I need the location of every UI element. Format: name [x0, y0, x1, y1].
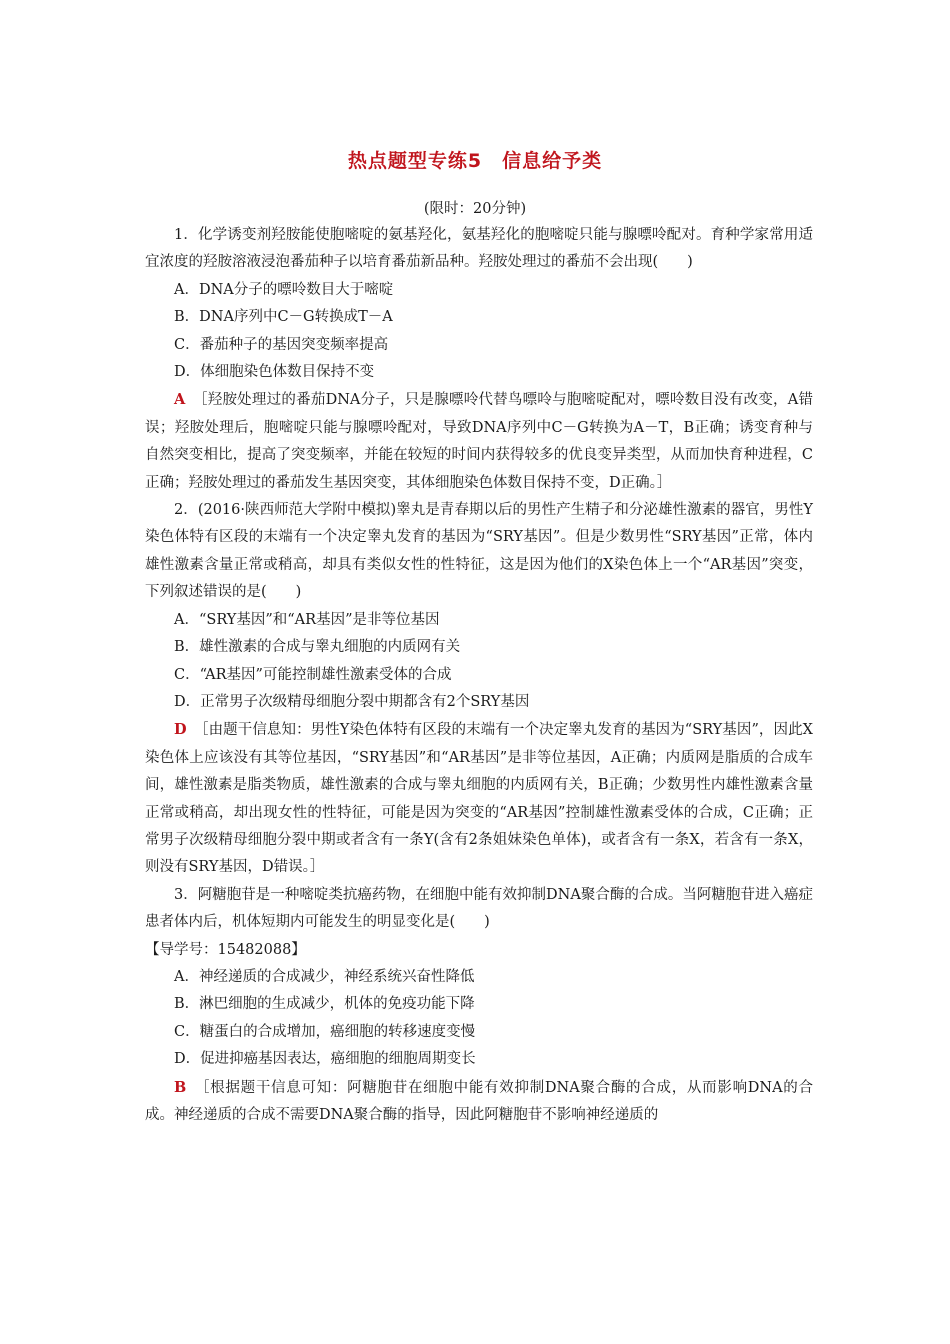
question-3-answer: B — [174, 1078, 187, 1096]
question-3-stem: 3．阿糖胞苷是一种嘧啶类抗癌药物，在细胞中能有效抑制DNA聚合酶的合成。当阿糖胞苷进入癌症患者体内后，机体短期内可能发生的明显变化是( ) — [145, 886, 813, 931]
question-3-option-c: C．糖蛋白的合成增加，癌细胞的转移速度变慢 — [174, 1023, 476, 1040]
question-1-option-d: D．体细胞染色体数目保持不变 — [174, 364, 375, 381]
question-3-explanation: ［根据题干信息可知：阿糖胞苷在细胞中能有效抑制DNA聚合酶的合成，从而影响DNA的合成。神经递质的合成不需要DNA聚合酶的指导，因此阿糖胞苷不影响神经递质的 — [145, 1079, 813, 1123]
question-1-explanation: ［羟胺处理过的番茄DNA分子，只是腺嘌呤代替鸟嘌呤与胞嘧啶配对，嘌呤数目没有改变，A错误；羟胺处理后，胞嘧啶只能与腺嘌呤配对，导致DNA序列中C－G转换为A－T，B正确；诱变育种与自然突变相比，提高了突变频率，并能在较短的时间内获得较多的优良变异类型，从而加快育种进程，C正确；羟胺处理过的番茄发生基因突变，其体细胞染色体数目保持不变，D正确。］ — [145, 392, 813, 491]
question-3-analysis — [145, 1074, 813, 1130]
question-2-option-c: C．“AR基因”可能控制雄性激素受体的合成 — [174, 666, 452, 683]
content-body — [145, 222, 813, 1129]
time-limit: (限时：20分钟) — [423, 201, 527, 217]
question-1-analysis — [145, 386, 813, 497]
question-1-option-b: B．DNA序列中C－G转换成T－A — [174, 309, 393, 326]
question-3-reference: 【导学号：15482088】 — [145, 941, 306, 958]
question-2-option-a: A．“SRY基因”和“AR基因”是非等位基因 — [174, 611, 440, 628]
question-1-option-c: C．番茄种子的基因突变频率提高 — [174, 336, 389, 353]
question-3-option-d: D．促进抑癌基因表达，癌细胞的细胞周期变长 — [174, 1051, 476, 1068]
question-1-answer: A — [174, 391, 186, 409]
question-3-option-a: A．神经递质的合成减少，神经系统兴奋性降低 — [174, 968, 475, 985]
page-title: 热点题型专练5 信息给予类 — [347, 150, 603, 172]
question-2-answer: D — [174, 721, 187, 739]
question-1-option-a: A．DNA分子的嘌呤数目大于嘧啶 — [174, 281, 394, 298]
question-2-option-b: B．雄性激素的合成与睾丸细胞的内质网有关 — [174, 639, 461, 656]
question-3-option-b: B．淋巴细胞的生成减少，机体的免疫功能下降 — [174, 996, 475, 1013]
question-2-stem: 2．(2016·陕西师范大学附中模拟)睾丸是青春期以后的男性产生精子和分泌雄性激素的器官，男性Y染色体特有区段的末端有一个决定睾丸发育的基因为“SRY基因”。但是少数男性“SRY基因”正常，体内雄性激素含量正常或稍高，却具有类似女性的性特征，这是因为他们的X染色体上一个“AR基因”突变，下列叙述错误的是( ) — [145, 502, 813, 601]
question-2-option-d: D．正常男子次级精母细胞分裂中期都含有2个SRY基因 — [174, 693, 530, 710]
question-2-explanation: ［由题干信息知：男性Y染色体特有区段的末端有一个决定睾丸发育的基因为“SRY基因”，因此X染色体上应该没有其等位基因，“SRY基因”和“AR基因”是非等位基因，A正确；内质网是脂质的合成车间，雄性激素是脂类物质，雄性激素的合成与睾丸细胞的内质网有关，B正确；少数男性内雄性激素含量正常或稍高，却出现女性的性特征，可能是因为突变的“AR基因”控制雄性激素受体的合成，C正确；正常男子次级精母细胞分裂中期或者含有一条Y(含有2条姐妹染色单体)，或者含有一条X，若含有一条X，则没有SRY基因，D错误。］ — [145, 722, 814, 876]
question-1-stem: 1．化学诱变剂羟胺能使胞嘧啶的氨基羟化，氨基羟化的胞嘧啶只能与腺嘌呤配对。育种学家常用适宜浓度的羟胺溶液浸泡番茄种子以培育番茄新品种。羟胺处理过的番茄不会出现( ) — [145, 227, 813, 271]
question-2-analysis — [145, 716, 813, 881]
